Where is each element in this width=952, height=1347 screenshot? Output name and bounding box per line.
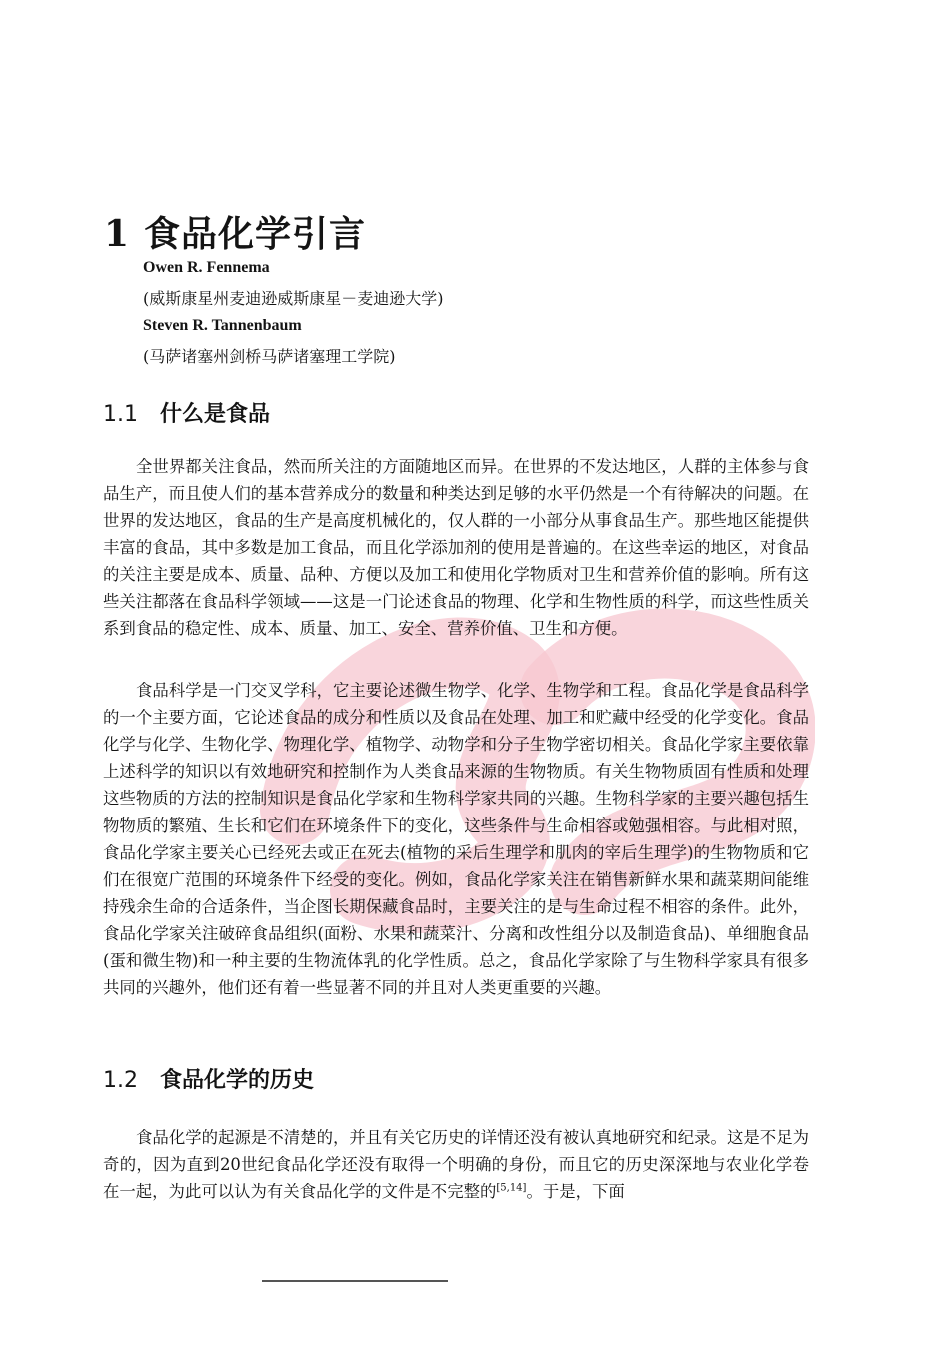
chapter-number: 1 bbox=[104, 213, 131, 255]
chapter-title: 食品化学引言 bbox=[144, 213, 367, 255]
author-name-1: Owen R. Fennema bbox=[143, 259, 270, 276]
author-affiliation-2: (马萨诸塞州剑桥马萨诸塞理工学院) bbox=[143, 347, 396, 366]
section-title: 什么是食品 bbox=[160, 402, 271, 427]
body-paragraph-2: 食品科学是一门交叉学科，它主要论述微生物学、化学、生物学和工程。食品化学是食品科学的一个主要方面，它论述食品的成分和性质以及食品在处理、加工和贮藏中经受的化学变化。食品化学与化学、生物化学、物理化学、植物学、动物学和分子生物学密切相关。食品化学家主要依靠上述科学的知识以有效地研究和控制作为人类食品来源的生物物质。有关生物物质固有性质和处理这些物质的方法的控制知识是食品化学家和生物科学家共同的兴趣。生物科学家的主要兴趣包括生物物质的繁殖、生长和它们在环境条件下的变化，这些条件与生命相容或勉强相容。与此相对照，食品化学家主要关心已经死去或正在死去(植物的采后生理学和肌肉的宰后生理学)的生物物质和它们在很宽广范围的环境条件下经受的变化。例如，食品化学家关注在销售新鲜水果和蔬菜期间能维持残余生命的合适条件，当企图长期保藏食品时，主要关注的是与生命过程不相容的条件。此外，食品化学家关注破碎食品组织(面粉、水果和蔬菜汁、分离和改性组分以及制造食品)、单细胞食品(蛋和微生物)和一种主要的生物流体乳的化学性质。总之，食品化学家除了与生物科学家具有很多共同的兴趣外，他们还有着一些显著不同的并且对人类更重要的兴趣。 bbox=[103, 681, 809, 997]
body-paragraph-1: 全世界都关注食品，然而所关注的方面随地区而异。在世界的不发达地区，人群的主体参与食品生产，而且使人们的基本营养成分的数量和种类达到足够的水平仍然是一个有待解决的问题。在世界的发达地区，食品的生产是高度机械化的，仅人群的一小部分从事食品生产。那些地区能提供丰富的食品，其中多数是加工食品，而且化学添加剂的使用是普遍的。在这些幸运的地区，对食品的关注主要是成本、质量、品种、方便以及加工和使用化学物质对卫生和营养价值的影响。所有这些关注都落在食品科学领域——这是一门论述食品的物理、化学和生物性质的科学，而这些性质关系到食品的稳定性、成本、质量、加工、安全、营养价值、卫生和方便。 bbox=[103, 457, 809, 638]
section-title: 食品化学的历史 bbox=[160, 1068, 315, 1093]
section-heading-1-2 bbox=[103, 1063, 314, 1094]
body-paragraph-3 bbox=[103, 1124, 809, 1205]
author-affiliation-1: (威斯康星州麦迪逊威斯康星－麦迪逊大学) bbox=[143, 289, 444, 308]
section-number: 1.1 bbox=[103, 402, 138, 427]
author-name-2: Steven R. Tannenbaum bbox=[143, 317, 302, 334]
section-heading-1-1 bbox=[103, 397, 270, 428]
chapter-heading bbox=[104, 206, 366, 257]
paragraph-text: 食品化学的起源是不清楚的，并且有关它历史的详情还没有被认真地研究和纪录。这是不足为奇的，因为直到20世纪食品化学还没有取得一个明确的身份，而且它的历史深深地与农业化学卷在一起，为此可以认为有关食品化学的文件是不完整的 bbox=[103, 1128, 809, 1201]
citation-reference: [5,14] bbox=[496, 1182, 527, 1194]
section-number: 1.2 bbox=[103, 1068, 138, 1093]
paragraph-text-continued: 。于是，下面 bbox=[526, 1182, 625, 1201]
footer-rule bbox=[262, 1280, 448, 1282]
